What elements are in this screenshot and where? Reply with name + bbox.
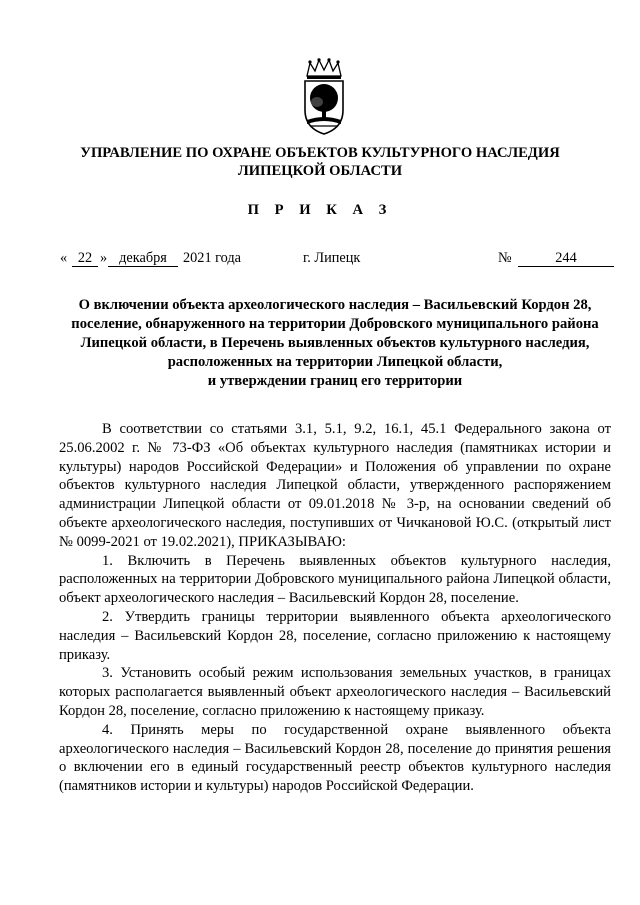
body-item-3: 3. Установить особый режим использования земельных участков, в границах которых располагается выявленный объект археологического наследия – Васильевский Кордон 28, поселение, согласно приложению к настоящему приказу. [59,665,611,719]
order-number-label: № [498,250,512,266]
organization-name-line2: ЛИПЕЦКОЙ ОБЛАСТИ [237,163,403,179]
order-title-line2: поселение, обнаруженного на территории Добровского муниципального района [71,316,599,332]
order-day: 22 [72,250,98,267]
date-line [0,250,640,272]
order-year: 2021 года [183,250,242,266]
document-type: П Р И К А З [247,202,393,218]
order-number: 244 [518,250,614,267]
organization-name-line1: УПРАВЛЕНИЕ ПО ОХРАНЕ ОБЪЕКТОВ КУЛЬТУРНОГО НАСЛЕДИЯ [80,145,560,161]
body-intro-paragraph: В соответствии со статьями 3.1, 5.1, 9.2, 16.1, 45.1 Федерального закона от 25.06.2002 г. № 73-ФЗ «Об объектах культурного наследия (памятниках истории и культуры) народов Российской Федерации» и Положения об управлении по охране объектов культурного наследия Липецкой области, утвержденного распоряжением администрации Липецкой области от 09.01.2018 № 3-р, на основании сведений об объекте археологического наследия, поступивших от Чичкановой Ю.С. (открытый лист № 0099-2021 от 19.02.2021), ПРИКАЗЫВАЮ: [59,421,611,550]
order-title-line4: расположенных на территории Липецкой области, [167,354,503,370]
body-item-2: 2. Утвердить границы территории выявленного объекта археологического наследия – Васильевский Кордон 28, поселение, согласно приложению к настоящему приказу. [59,608,611,663]
order-title [50,296,620,391]
order-body [59,420,611,796]
order-title-line3: Липецкой области, в Перечень выявленных объектов культурного наследия, [80,335,590,351]
coat-of-arms-emblem [293,58,355,138]
order-city: г. Липецк [303,250,361,266]
close-quote: » [100,250,108,266]
organization-name [40,144,600,180]
order-month: декабря [108,250,178,267]
order-title-line1: О включении объекта археологического наследия – Васильевский Кордон 28, [78,297,592,313]
order-title-line5: и утверждении границ его территории [207,373,463,389]
body-item-1: 1. Включить в Перечень выявленных объектов культурного наследия, расположенных на территории Добровского муниципального района Липецкой области, объект археологического наследия – Васильевский Кордон 28, поселение. [59,552,611,607]
open-quote: « [60,250,68,266]
body-item-4: 4. Принять меры по государственной охране выявленного объекта археологического наследия – Васильевский Кордон 28, поселение до принятия решения о включении его в единый государственный реестр объектов культурного наследия (памятников истории и культуры) народов Российской Федерации. [59,721,611,795]
